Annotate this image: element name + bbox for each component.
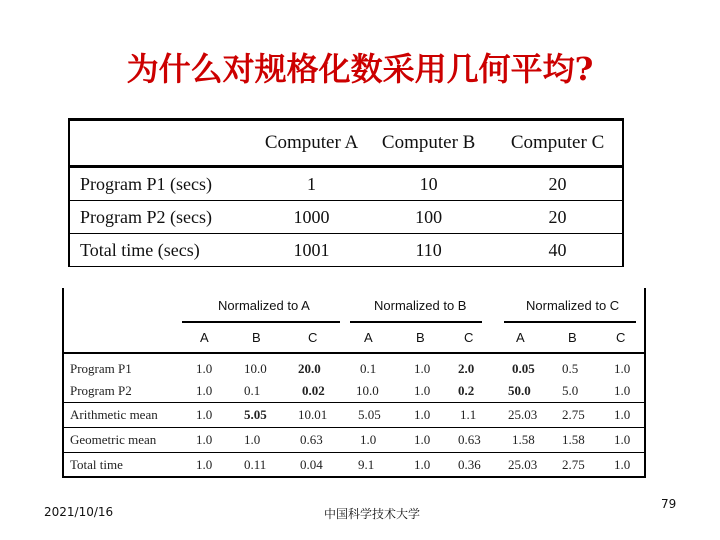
table-cell: 40	[493, 234, 623, 267]
table-cell: 1.0	[414, 361, 431, 376]
footer-organization: 中国科学技术大学	[324, 507, 421, 521]
table-row	[64, 404, 644, 426]
table-cell: 0.63	[458, 432, 481, 447]
header-divider	[64, 352, 644, 354]
table-cell: 0.1	[244, 383, 261, 398]
table-cell: 10.01	[298, 407, 328, 422]
table-row	[64, 429, 644, 451]
table-cell: 0.11	[244, 457, 267, 472]
table-cell: 50.0	[508, 383, 531, 398]
table-cell: 1.0	[360, 432, 377, 447]
table-row	[69, 201, 623, 234]
table-cell: 20.0	[298, 361, 321, 376]
header-computer-b: Computer B	[364, 120, 493, 167]
table-cell: 0.02	[302, 383, 325, 398]
subheader-cell: C	[464, 330, 474, 345]
header-empty	[69, 120, 259, 167]
subheader-cell: A	[516, 330, 525, 345]
row-divider	[64, 402, 644, 403]
table-cell: 1.0	[414, 432, 431, 447]
table-cell: 2.75	[562, 407, 585, 422]
table-cell: 1.0	[614, 407, 631, 422]
table-cell: 1001	[259, 234, 364, 267]
table-cell: 0.63	[300, 432, 323, 447]
group-underline	[350, 321, 482, 323]
row-label: Program P1 (secs)	[69, 167, 259, 201]
row-divider	[64, 452, 644, 453]
group-underline	[182, 321, 340, 323]
group-header-normalized-c: Normalized to C	[526, 298, 620, 313]
header-computer-c: Computer C	[493, 120, 623, 167]
table-cell: 1.0	[196, 457, 213, 472]
table-cell: 1.58	[512, 432, 535, 447]
table-header-row	[69, 120, 623, 167]
table-cell: 1.58	[562, 432, 585, 447]
table-bottom-border	[64, 476, 644, 478]
table-cell: 10.0	[356, 383, 379, 398]
row-divider	[64, 427, 644, 428]
row-label: Arithmetic mean	[70, 407, 158, 422]
subheader-cell: A	[364, 330, 373, 345]
table-cell: 0.04	[300, 457, 323, 472]
execution-time-table	[68, 118, 624, 267]
table-cell: 100	[364, 201, 493, 234]
table-cell: 0.05	[512, 361, 535, 376]
table-cell: 0.5	[562, 361, 579, 376]
table-cell: 1000	[259, 201, 364, 234]
subheader-cell: B	[416, 330, 425, 345]
table-cell: 1.0	[244, 432, 261, 447]
table-cell: 1.0	[196, 383, 213, 398]
row-label: Program P2	[70, 383, 132, 398]
table-cell: 20	[493, 167, 623, 201]
table-cell: 1.0	[414, 407, 431, 422]
table-cell: 0.1	[360, 361, 377, 376]
header-computer-a: Computer A	[259, 120, 364, 167]
table-cell: 25.03	[508, 457, 538, 472]
row-label: Program P2 (secs)	[69, 201, 259, 234]
row-label: Program P1	[70, 361, 132, 376]
group-header-normalized-a: Normalized to A	[218, 298, 310, 313]
row-label: Geometric mean	[70, 432, 157, 447]
table-cell: 1.1	[460, 407, 477, 422]
table-row	[64, 454, 644, 476]
subheader-cell: B	[568, 330, 577, 345]
table-cell: 1	[259, 167, 364, 201]
table-row	[69, 167, 623, 201]
table-cell: 10.0	[244, 361, 267, 376]
subheader-cell: C	[616, 330, 626, 345]
group-underline	[504, 321, 636, 323]
table-cell: 2.0	[458, 361, 475, 376]
table-cell: 25.03	[508, 407, 538, 422]
table-cell: 10	[364, 167, 493, 201]
table-cell: 5.0	[562, 383, 579, 398]
table-row	[69, 234, 623, 267]
group-header-normalized-b: Normalized to B	[374, 298, 467, 313]
table-cell: 1.0	[196, 361, 213, 376]
table-cell: 1.0	[414, 457, 431, 472]
table-row	[64, 358, 644, 380]
table-cell: 1.0	[614, 432, 631, 447]
subheader-cell: C	[308, 330, 318, 345]
table-cell: 1.0	[614, 383, 631, 398]
subheader-cell: A	[200, 330, 209, 345]
table-cell: 5.05	[244, 407, 267, 422]
table-row	[64, 380, 644, 402]
normalized-time-table	[62, 288, 646, 478]
row-label: Total time (secs)	[69, 234, 259, 267]
table-cell: 2.75	[562, 457, 585, 472]
table-cell: 1.0	[414, 383, 431, 398]
table-cell: 0.36	[458, 457, 481, 472]
table-cell: 1.0	[614, 361, 631, 376]
table-cell: 20	[493, 201, 623, 234]
footer-date: 2021/10/16	[44, 505, 114, 519]
table-cell: 1.0	[196, 432, 213, 447]
page-number: 79	[661, 497, 677, 511]
row-label: Total time	[70, 457, 123, 472]
table-cell: 0.2	[458, 383, 475, 398]
table-cell: 1.0	[614, 457, 631, 472]
table-cell: 9.1	[358, 457, 375, 472]
table-cell: 5.05	[358, 407, 381, 422]
table-cell: 1.0	[196, 407, 213, 422]
subheader-cell: B	[252, 330, 261, 345]
slide-title: 为什么对规格化数采用几何平均?	[126, 50, 594, 88]
table-cell: 110	[364, 234, 493, 267]
